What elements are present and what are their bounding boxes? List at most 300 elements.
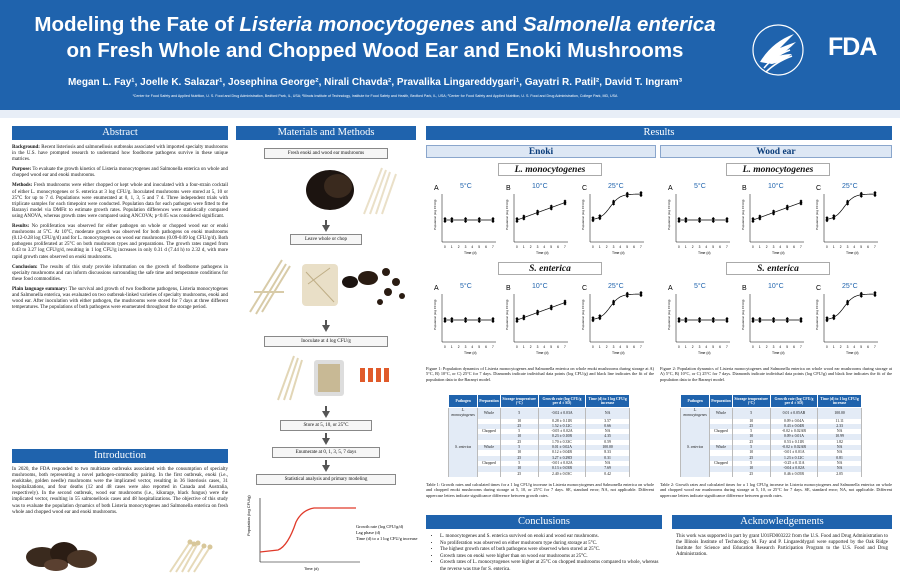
tick-label: 6: [719, 245, 721, 249]
panel-label: A: [434, 285, 439, 292]
x-axis-label: Time (d): [464, 351, 477, 355]
table-cell: 1.23 ± 0.12C: [770, 456, 818, 461]
tick-label: 3: [536, 345, 539, 349]
tick-label: 2: [529, 245, 532, 249]
acknowledgements-heading: Acknowledgements: [672, 515, 892, 529]
tick-label: 2: [605, 245, 608, 249]
table-cell: 3.57: [586, 419, 630, 424]
tick-label: 1: [758, 245, 761, 249]
tick-label: 0: [826, 245, 828, 249]
tick-label: 1: [684, 345, 687, 349]
table-cell: L. monocytogenes: [449, 408, 478, 419]
table-header-cell: Growth rate (log CFU/g per d ± SD): [770, 395, 818, 408]
table-cell: 0.31: [586, 456, 630, 461]
introduction-heading: Introduction: [12, 449, 228, 463]
flow-arrow-head: [322, 438, 330, 445]
step-inoculate: Inoculate at 4 log CFU/g: [264, 336, 388, 347]
table-cell: NA: [586, 408, 630, 419]
table-cell: L. monocytogenes: [681, 408, 710, 419]
table-cell: 0.09 ± 0.04A: [770, 419, 818, 424]
table-cell: 100.00: [586, 445, 630, 450]
table-cell: 5: [732, 408, 770, 419]
table-cell: 4.35: [586, 434, 630, 439]
table-cell: 5: [732, 445, 770, 450]
tick-label: 1: [522, 245, 525, 249]
conclusion-item: • Growth rates of L. monocytogenes were higher at 25°C on chopped mushrooms compared to whole, whereas the reverse was true for S. enterica.: [440, 560, 662, 573]
table-cell: NA: [818, 450, 862, 455]
enoki-photo: [160, 538, 220, 574]
table-cell: S. enterica: [681, 445, 710, 450]
y-axis-label: Population (log CFU/g): [741, 299, 745, 330]
table-cell: 10.99: [818, 434, 862, 439]
tick-label: 2: [839, 345, 842, 349]
tick-label: 7: [726, 245, 728, 249]
tick-label: 0: [752, 345, 754, 349]
tick-label: 5: [860, 245, 863, 249]
tick-label: 6: [867, 345, 869, 349]
table-cell: 5: [500, 429, 538, 434]
acknowledgements-body: This work was supported in part by grant U01FD003222 from the U.S. Food and Drug Administration to the Illinois Institute of Technology. M. Fay and P. Lingareddygari were supported by the Oak Ridge Institute for Science and Education Research Participation Program to the U.S. Food and Drug Administration.: [676, 534, 888, 558]
tick-label: 4: [619, 245, 622, 249]
table-cell: 25: [500, 440, 538, 445]
table-row: [449, 472, 630, 477]
table-cell: -0.01 ± 0.02A: [538, 461, 586, 466]
woodear-se-heading: S. enterica: [726, 262, 830, 275]
table-cell: 0.42: [586, 472, 630, 477]
growth-plot: [664, 178, 736, 258]
tick-label: 7: [564, 345, 566, 349]
tick-label: 0: [678, 345, 680, 349]
growth-plot: [812, 178, 884, 258]
tick-label: 7: [564, 245, 566, 249]
tick-label: 6: [633, 345, 635, 349]
tick-label: 1: [598, 245, 601, 249]
table-cell: 10: [732, 419, 770, 424]
conclusion-item: • Growth rates on enoki were higher than on wood ear mushrooms at 25°C.: [440, 554, 662, 561]
x-axis-label: Time (d): [698, 351, 711, 355]
table-cell: 100.00: [818, 408, 862, 419]
temperature-label: 5°C: [694, 283, 706, 290]
poster-header: [0, 0, 900, 110]
tick-label: 4: [853, 245, 856, 249]
table-cell: 2.40 ± 0.03C: [538, 472, 586, 477]
temperature-label: 25°C: [608, 183, 624, 190]
table-cell: 1.70 ± 0.33C: [538, 440, 586, 445]
y-axis-label: Population (log CFU/g): [815, 299, 819, 330]
abstract-conclusion: Conclusion: The results of this study provide information on the growth of foodborne pathogens in specialty mushrooms and can inform discussions surrounding the safe time and temperature conditions for these food commodities.: [12, 264, 228, 282]
conclusion-item: • L. monocytogenes and S. enterica survived on enoki and wood ear mushrooms.: [440, 534, 662, 541]
flow-arrow-head: [322, 411, 330, 418]
table-cell: 2.05: [818, 472, 862, 477]
tick-label: 4: [705, 345, 708, 349]
tick-label: 6: [485, 345, 487, 349]
x-axis-label: Time (d): [846, 351, 859, 355]
title-part: Modeling the Fate of: [34, 13, 240, 36]
tick-label: 7: [492, 345, 494, 349]
tick-label: 0: [678, 245, 680, 249]
tick-label: 3: [536, 245, 539, 249]
table-cell: NA: [818, 429, 862, 434]
table-cell: 0.81: [818, 456, 862, 461]
table-cell: 1.52 ± 0.12C: [538, 424, 586, 429]
tick-label: 5: [478, 245, 481, 249]
tick-label: 4: [471, 345, 474, 349]
table-cell: 0.53 ± 0.11B: [770, 440, 818, 445]
authors: Megan L. Fay¹, Joelle K. Salazar¹, Josephina George², Nirali Chavda², Pravalika Lingareddygari¹, Gayatri R. Patil², David T. Ingram³: [67, 77, 683, 88]
table-header-cell: Time (d) to 1 log CFU/g increase: [586, 395, 630, 408]
tick-label: 0: [516, 245, 518, 249]
tick-label: 3: [772, 245, 775, 249]
wood-ear-heading: Wood ear: [660, 145, 892, 158]
table-cell: 5: [500, 445, 538, 450]
table-cell: 10: [732, 466, 770, 471]
tick-label: 0: [826, 345, 828, 349]
y-axis-label: Population (log CFU/g): [667, 299, 671, 330]
panel-label: A: [668, 185, 673, 192]
x-axis-label: Time (d): [536, 251, 549, 255]
y-axis-label: Population (log CFU/g): [667, 199, 671, 230]
tick-label: 7: [874, 345, 876, 349]
prepared-mushrooms-photos: [246, 252, 410, 318]
table-cell: 10: [500, 466, 538, 471]
table-2-caption: Table 2: Growth rates and calculated times for a 1 log CFU/g increase in Listeria monocytogenes and Salmonella enterica on whole and chopped wood ear mushrooms during storage at 5, 10, or 25°C for 7 days. SE, standard error; NA, not applicable. Different uppercase letters indicate significance difference between growth rates.: [660, 482, 892, 498]
panel-label: A: [668, 285, 673, 292]
woodear-lm-heading: L. monocytogenes: [726, 163, 830, 176]
introduction-body: In 2020, the FDA responded to two multistate outbreaks associated with the consumption of specialty mushrooms, both representing a novel pathogen-commodity pairing. In the first outbreak, enoki (i.e., enokitake, golden needle) mushrooms were the implicated vector, resulting in 36 listeriosis cases, 31 hospitalizations, and four deaths (12 and 48 cases were also reported in Canada and Australia, respectively). In the second outbreak, wood ear mushrooms (i.e., kikurage, black fungus) were the implicated vector, resulting in 55 salmonellosis cases and 48 hospitalizations. The objective of this study was to evaluate the population dynamics of both Listeria monocytogenes and Salmonella enterica on fresh whole and chopped wood ear and enoki mushrooms.: [12, 467, 228, 515]
tick-label: 3: [846, 245, 849, 249]
table-cell: -0.04 ± 0.02A: [770, 466, 818, 471]
table-cell: 0.01 ± 0.05AB: [770, 408, 818, 419]
table-cell: 0.12 ± 0.04B: [538, 450, 586, 455]
table-cell: 5: [500, 408, 538, 419]
fresh-mushrooms-photo: [300, 162, 404, 218]
tick-label: 6: [719, 345, 721, 349]
tick-label: 3: [772, 345, 775, 349]
tick-label: 4: [779, 345, 782, 349]
table-cell: 3.27 ± 0.29D: [538, 456, 586, 461]
table-header-cell: Time (d) to 1 log CFU/g increase: [818, 395, 862, 408]
table-cell: 5: [732, 429, 770, 434]
conclusion-item: • The highest growth rates of both pathogens were observed when stored at 25°C.: [440, 547, 662, 554]
step-fresh-mushrooms: Fresh enoki and wood ear mushrooms: [264, 148, 388, 159]
table-cell: Chopped: [478, 461, 501, 466]
tick-label: 0: [592, 345, 594, 349]
tick-label: 0: [516, 345, 518, 349]
tick-label: 6: [557, 345, 559, 349]
y-axis-label: Population (log CFU/g): [741, 199, 745, 230]
panel-label: A: [434, 185, 439, 192]
table-cell: 5: [732, 461, 770, 466]
tick-label: 4: [543, 345, 546, 349]
table-cell: 25: [500, 424, 538, 429]
model-legend-time: Time (d) to a 1 log CFU/g increase: [356, 536, 418, 541]
temperature-label: 5°C: [694, 183, 706, 190]
table-cell: Whole: [710, 408, 733, 419]
tick-label: 4: [779, 245, 782, 249]
tick-label: 1: [450, 345, 453, 349]
affiliations: ¹Center for Food Safety and Applied Nutrition, U. S. Food and Drug Administration, Bedford Park, IL, USA; ²Illinois Institute of Technology, Institute for Food Safety and Health, Bedford Park, IL, USA; ³Center for Food Safety and Applied Nutrition, U. S. Food and Drug Administration, College Park, MD, USA: [132, 94, 618, 98]
panel-label: B: [506, 285, 511, 292]
table-header-cell: Growth rate (log CFU/g per d ± SD): [538, 395, 586, 408]
table-cell: 0.43 ± 0.04B: [770, 424, 818, 429]
table-cell: 2.33: [818, 424, 862, 429]
tick-label: 6: [633, 245, 635, 249]
y-axis-label: Population (log CFU/g): [433, 299, 437, 330]
growth-plot: [812, 278, 884, 358]
tick-label: 3: [464, 345, 467, 349]
tick-label: 3: [612, 245, 615, 249]
step-enumerate: Enumerate at 0, 1, 3, 5, 7 days: [272, 447, 380, 458]
tick-label: 2: [529, 345, 532, 349]
table-cell: 11.11: [818, 419, 862, 424]
table-header-cell: Storage temperature (°C): [500, 395, 538, 408]
table-cell: -0.25 ± 0.11A: [770, 461, 818, 466]
table-cell: [449, 472, 478, 477]
tick-label: 1: [522, 345, 525, 349]
y-axis-label: Population (log CFU/g): [505, 199, 509, 230]
table-cell: 0.13 ± 0.03B: [538, 466, 586, 471]
tick-label: 4: [543, 245, 546, 249]
poster-title: [20, 12, 730, 64]
table-cell: 0.28 ± 0.11B: [538, 419, 586, 424]
hhs-eagle-icon: [750, 22, 806, 78]
panel-label: C: [816, 185, 822, 192]
figure-2-caption: Figure 2: Population dynamics of Listeria monocytogenes and Salmonella enterica on whole wood ear mushrooms during storage at A) 5°C, B) 10°C, or C) 25°C for 7 days. Diamonds indicate individual data points (log CFU/g) and black line indicates the fit of the population data to the Baranyi model.: [660, 366, 892, 382]
panel-label: B: [742, 285, 747, 292]
temperature-label: 10°C: [532, 283, 548, 290]
tick-label: 3: [698, 345, 701, 349]
conclusion-item: • No proliferation was observed on either mushroom type during storage at 5°C.: [440, 541, 662, 548]
tick-label: 2: [839, 245, 842, 249]
table-cell: Chopped: [478, 429, 501, 434]
tick-label: 5: [626, 345, 629, 349]
model-example-chart: [244, 492, 424, 572]
flow-arrow-head: [322, 225, 330, 232]
growth-plot: [502, 278, 574, 358]
tick-label: 5: [786, 245, 789, 249]
table-cell: 25: [732, 472, 770, 477]
table-cell: Chopped: [710, 461, 733, 466]
model-legend-lag: Lag phase (d): [356, 530, 381, 535]
tick-label: 5: [786, 345, 789, 349]
y-axis-label: Population (log CFU/g): [581, 199, 585, 230]
tick-label: 6: [485, 245, 487, 249]
tick-label: 2: [765, 345, 768, 349]
table-cell: S. enterica: [449, 445, 478, 450]
table-cell: 0.01 ± 0.02A: [538, 445, 586, 450]
table-cell: 5: [500, 461, 538, 466]
table-cell: Chopped: [710, 429, 733, 434]
model-xlabel: Time (d): [304, 566, 319, 571]
enoki-se-heading: S. enterica: [498, 262, 602, 275]
tick-label: 5: [626, 245, 629, 249]
x-axis-label: Time (d): [772, 351, 785, 355]
tick-label: 2: [765, 245, 768, 249]
table-cell: 7.69: [586, 466, 630, 471]
conclusions-heading: Conclusions: [426, 515, 662, 529]
table-row: [449, 408, 630, 419]
x-axis-label: Time (d): [612, 251, 625, 255]
table-cell: NA: [818, 445, 862, 450]
table-cell: Whole: [478, 445, 501, 450]
table-cell: 0.66: [586, 424, 630, 429]
tick-label: 7: [726, 345, 728, 349]
tick-label: 5: [550, 345, 553, 349]
tick-label: 2: [691, 245, 694, 249]
table-cell: 10: [500, 419, 538, 424]
tick-label: 1: [684, 245, 687, 249]
table-cell: Whole: [478, 408, 501, 419]
tick-label: 4: [619, 345, 622, 349]
fda-logo: FDA: [828, 33, 877, 61]
temperature-label: 25°C: [608, 283, 624, 290]
abstract-methods: Methods: Fresh mushrooms were either chopped or kept whole and inoculated with a four-strain cocktail of either L. monocytogenes or S. enterica at 3 log CFU/g. Inoculated mushrooms were stored at 5, 10 or 25°C for up to 7 d. Populations were enumerated at 0, 1, 3, 5 and 7 d. Three independent trials with triplicate samples for each timepoint were conducted. Population data for each pathogen were fitted to the Baranyi model via DMFit to estimate growth rates. Population differences were statistically compared using ANOVA, whereas growth rates were compared using ANCOVA; p<0.05 was considered significant.: [12, 183, 228, 219]
table-cell: Whole: [710, 445, 733, 450]
growth-plot: [502, 178, 574, 258]
y-axis-label: Population (log CFU/g): [505, 299, 509, 330]
temperature-label: 5°C: [460, 183, 472, 190]
table-cell: -0.02 ± 0.02AB: [770, 429, 818, 434]
tick-label: 7: [640, 345, 642, 349]
table-header-cell: Preparation: [478, 395, 501, 408]
table-cell: -0.02 ± 0.02AB: [770, 445, 818, 450]
x-axis-label: Time (d): [536, 351, 549, 355]
table-cell: 10: [500, 450, 538, 455]
abstract-purpose: Purpose: To evaluate the growth kinetics of Listeria monocytogenes and Salmonella enterica on whole and chopped wood ear and enoki mushrooms.: [12, 167, 228, 179]
results-heading: Results: [426, 126, 892, 140]
x-axis-label: Time (d): [772, 251, 785, 255]
panel-label: C: [582, 285, 588, 292]
panel-label: B: [506, 185, 511, 192]
tick-label: 6: [867, 245, 869, 249]
panel-label: C: [582, 185, 588, 192]
abstract-results: Results: No proliferation was observed for either pathogen on whole or chopped wood ear or enoki mushrooms at 5°C. At 10°C, moderate growth was observed for both pathogens on enoki mushrooms (0.12-0.28 log CFU/g/d) and for L. monocytogenes on wood ear mushrooms (0.09-0.09 log CFU/g/d). Both pathogens proliferated at 25°C on both mushroom types and preparations. The growth rates ranged from 0.43 to 3.27 log CFU/g/d, resulting in 1 log CFU/g increases in only 0.31 d (7.44 h) to 2.32 d, with more rapid growth rates observed on enoki mushrooms.: [12, 224, 229, 260]
growth-plot: [578, 278, 650, 358]
table-2: [680, 394, 862, 477]
temperature-label: 10°C: [768, 183, 784, 190]
table-header-cell: Storage temperature (°C): [732, 395, 770, 408]
tick-label: 4: [853, 345, 856, 349]
table-1: [448, 394, 630, 477]
panel-label: B: [742, 185, 747, 192]
x-axis-label: Time (d): [698, 251, 711, 255]
inoculation-photos: [264, 350, 394, 404]
tick-label: 1: [832, 245, 835, 249]
y-axis-label: Population (log CFU/g): [815, 199, 819, 230]
tick-label: 0: [752, 245, 754, 249]
table-cell: -0.02 ± 0.03A: [538, 408, 586, 419]
tick-label: 1: [598, 345, 601, 349]
title-part: and: [475, 13, 524, 36]
title-organism-1: Listeria monocytogenes: [239, 13, 476, 36]
abstract-plain-summary: Plain language summary: The survival and growth of two foodborne pathogens, Listeria monocytogenes and Salmonella enterica, was evaluated on two outbreak-linked varieties of specialty mushrooms, enoki and wood ear. After inoculation with either pathogen, the mushrooms were stored for 7 days at three different temperatures. The populations of both pathogens were enumerated throughout the storage period.: [12, 286, 228, 311]
tick-label: 0: [444, 245, 446, 249]
growth-plot: [664, 278, 736, 358]
tick-label: 1: [832, 345, 835, 349]
temperature-label: 5°C: [460, 283, 472, 290]
tick-label: 5: [712, 345, 715, 349]
title-line-2: on Fresh Whole and Chopped Wood Ear and Enoki Mushrooms: [66, 39, 684, 62]
tick-label: 3: [464, 245, 467, 249]
table-cell: 25: [500, 472, 538, 477]
table-cell: [681, 472, 710, 477]
y-axis-label: Population (log CFU/g): [581, 299, 585, 330]
table-cell: -0.01 ± 0.01A: [770, 450, 818, 455]
x-axis-label: Time (d): [464, 251, 477, 255]
tick-label: 1: [450, 245, 453, 249]
conclusions-list: [432, 534, 662, 573]
panel-label: C: [816, 285, 822, 292]
tick-label: 2: [605, 345, 608, 349]
table-cell: [710, 472, 733, 477]
table-cell: 10: [732, 434, 770, 439]
title-organism-2: Salmonella enterica: [523, 13, 716, 36]
step-store: Store at 5, 10, or 25°C: [280, 420, 372, 431]
table-row: [681, 472, 862, 477]
table-cell: NA: [586, 461, 630, 466]
growth-plot: [578, 178, 650, 258]
tick-label: 3: [612, 345, 615, 349]
table-cell: 0.09 ± 0.01A: [770, 434, 818, 439]
methods-heading: Materials and Methods: [236, 126, 416, 140]
table-cell: 0.23 ± 0.10B: [538, 434, 586, 439]
tick-label: 2: [457, 345, 460, 349]
step-statistics-modeling: Statistical analysis and primary modeling: [256, 474, 396, 485]
y-axis-label: Population (log CFU/g): [433, 199, 437, 230]
table-cell: 25: [732, 440, 770, 445]
table-header-cell: Preparation: [710, 395, 733, 408]
tick-label: 4: [471, 245, 474, 249]
table-header-cell: Pathogen: [449, 395, 478, 408]
step-whole-or-chop: Leave whole or chop: [290, 234, 362, 245]
header-band: [0, 110, 900, 118]
flow-arrow-head: [322, 325, 330, 332]
growth-plot: [430, 278, 502, 358]
tick-label: 5: [550, 245, 553, 249]
temperature-label: 10°C: [532, 183, 548, 190]
temperature-label: 25°C: [842, 283, 858, 290]
enoki-heading: Enoki: [426, 145, 656, 158]
tick-label: 3: [846, 345, 849, 349]
temperature-label: 10°C: [768, 283, 784, 290]
wood-ear-photo: [22, 535, 102, 573]
enoki-lm-heading: L. monocytogenes: [498, 163, 602, 176]
table-cell: 10: [732, 450, 770, 455]
tick-label: 7: [640, 245, 642, 249]
tick-label: 0: [444, 345, 446, 349]
tick-label: 0: [592, 245, 594, 249]
tick-label: 7: [492, 245, 494, 249]
tick-label: 4: [705, 245, 708, 249]
table-cell: NA: [818, 461, 862, 466]
tick-label: 7: [874, 245, 876, 249]
table-cell: -0.05 ± 0.02A: [538, 429, 586, 434]
model-ylabel: Population (log CFU/g): [246, 495, 251, 536]
tick-label: 3: [698, 245, 701, 249]
abstract-body: [12, 145, 228, 315]
x-axis-label: Time (d): [846, 251, 859, 255]
table-cell: 0.46 ± 0.05B: [770, 472, 818, 477]
temperature-label: 25°C: [842, 183, 858, 190]
tick-label: 6: [793, 345, 795, 349]
table-cell: 0.59: [586, 440, 630, 445]
table-cell: 10: [500, 434, 538, 439]
tick-label: 5: [478, 345, 481, 349]
table-header-cell: Pathogen: [681, 395, 710, 408]
tick-label: 6: [557, 245, 559, 249]
tick-label: 7: [800, 345, 802, 349]
table-cell: 1.82: [818, 440, 862, 445]
